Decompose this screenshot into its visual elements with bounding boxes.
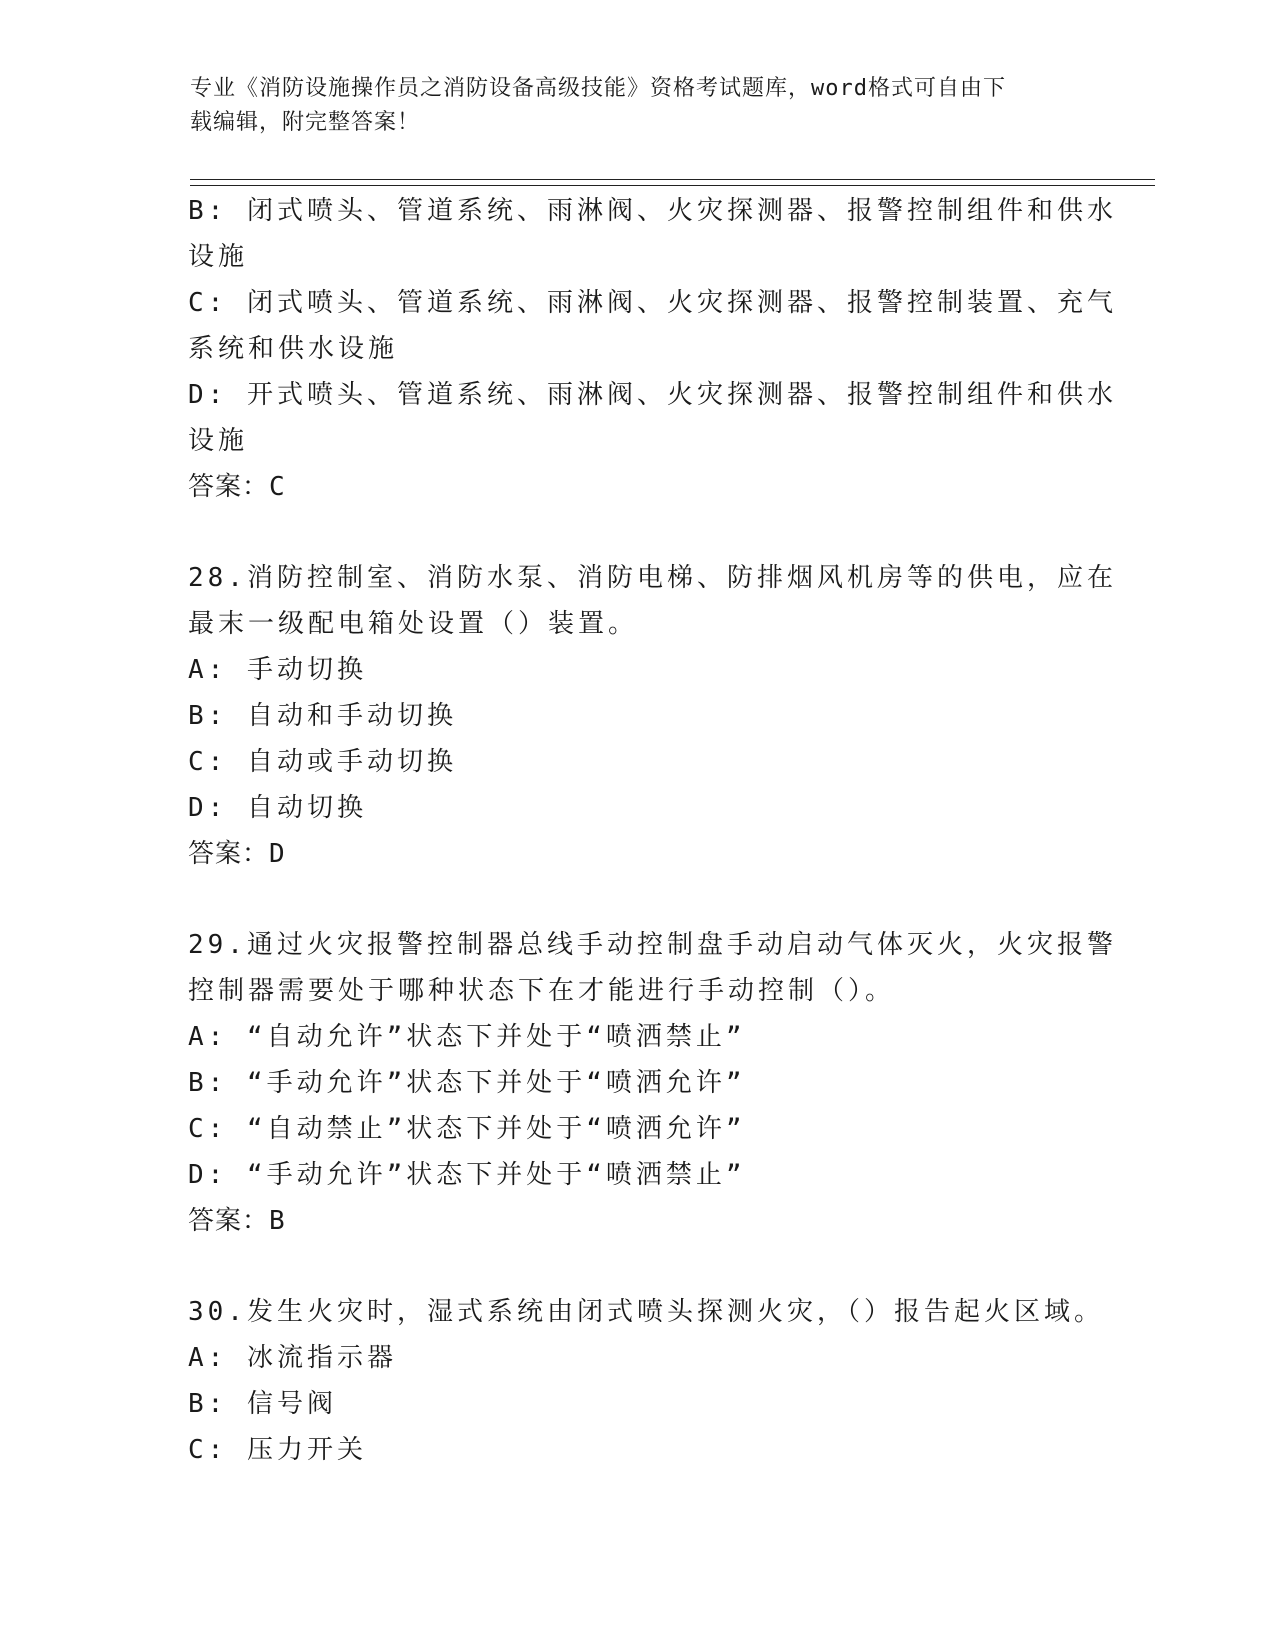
q27-option-b-line-2: 设施 xyxy=(188,242,249,272)
spacer xyxy=(188,1244,1088,1289)
header-line-2: 载编辑，附完整答案！ xyxy=(190,110,421,135)
q28-stem-line-2: 最末一级配电箱处设置（）装置。 xyxy=(188,609,639,639)
q30-option-a: A: 冰流指示器 xyxy=(188,1343,397,1373)
q27-option-d-line-2: 设施 xyxy=(188,426,249,456)
q29-option-b: B: “手动允许”状态下并处于“喷洒允许” xyxy=(188,1068,746,1098)
question-content xyxy=(188,188,1117,1473)
spacer xyxy=(188,877,1088,922)
spacer xyxy=(188,510,1088,555)
header-line-1: 专业《消防设施操作员之消防设备高级技能》资格考试题库，word格式可自由下 xyxy=(190,76,1006,101)
document-header xyxy=(190,72,1070,140)
q28-option-b: B: 自动和手动切换 xyxy=(188,701,457,731)
header-rule-bottom xyxy=(190,185,1155,186)
q29-option-c: C: “自动禁止”状态下并处于“喷洒允许” xyxy=(188,1114,746,1144)
question-29 xyxy=(188,922,1117,1244)
q27-answer: 答案：C xyxy=(188,472,286,502)
q27-option-c-line-1: C: 闭式喷头、管道系统、雨淋阀、火灾探测器、报警控制装置、充气 xyxy=(188,288,1117,318)
question-28 xyxy=(188,555,1117,877)
q27-option-b-line-1: B: 闭式喷头、管道系统、雨淋阀、火灾探测器、报警控制组件和供水 xyxy=(188,196,1117,226)
q30-option-b: B: 信号阀 xyxy=(188,1389,337,1419)
q27-option-d-line-1: D: 开式喷头、管道系统、雨淋阀、火灾探测器、报警控制组件和供水 xyxy=(188,380,1117,410)
q29-answer: 答案：B xyxy=(188,1206,286,1236)
q30-option-c: C: 压力开关 xyxy=(188,1435,367,1465)
q29-stem-line-2: 控制器需要处于哪种状态下在才能进行手动控制（）。 xyxy=(188,976,896,1006)
question-27 xyxy=(188,188,1117,510)
q27-option-c-line-2: 系统和供水设施 xyxy=(188,334,399,364)
q28-option-d: D: 自动切换 xyxy=(188,793,367,823)
question-30 xyxy=(188,1289,1104,1473)
q29-stem-line-1: 29.通过火灾报警控制器总线手动控制盘手动启动气体灭火，火灾报警 xyxy=(188,930,1117,960)
q28-answer: 答案：D xyxy=(188,839,286,869)
q28-option-a: A: 手动切换 xyxy=(188,655,367,685)
q29-option-a: A: “自动允许”状态下并处于“喷洒禁止” xyxy=(188,1022,746,1052)
q30-stem-line-1: 30.发生火灾时，湿式系统由闭式喷头探测火灾，（）报告起火区域。 xyxy=(188,1297,1104,1327)
header-rule-top xyxy=(190,179,1155,180)
q28-stem-line-1: 28.消防控制室、消防水泵、消防电梯、防排烟风机房等的供电，应在 xyxy=(188,563,1117,593)
q28-option-c: C: 自动或手动切换 xyxy=(188,747,457,777)
q29-option-d: D: “手动允许”状态下并处于“喷洒禁止” xyxy=(188,1160,746,1190)
